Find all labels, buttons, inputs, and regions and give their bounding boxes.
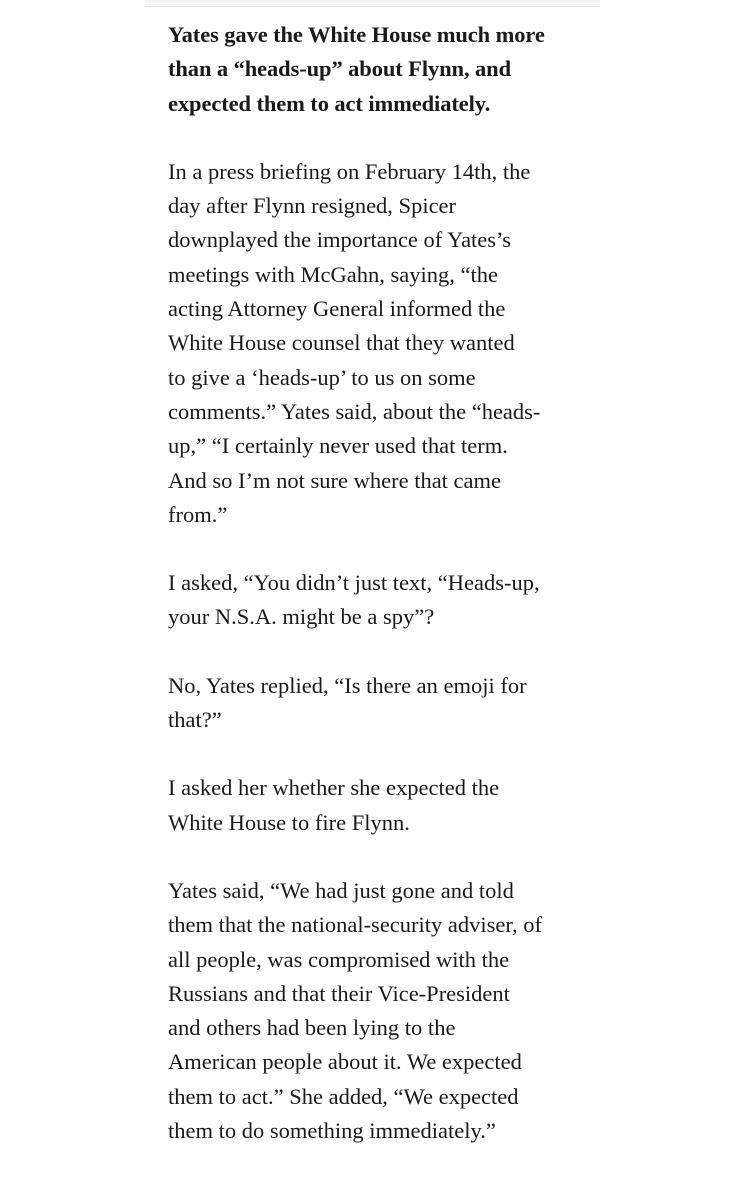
text-line: to give a ‘heads-up’ to us on some bbox=[168, 364, 476, 390]
text-line: day after Flynn resigned, Spicer bbox=[168, 193, 457, 219]
top-divider bbox=[145, 0, 600, 7]
headline-line: than a “heads-up” about Flynn, and bbox=[168, 56, 511, 82]
text-line: them to act.” She added, “We expected bbox=[168, 1083, 519, 1109]
text-line: Russians and that their Vice-President bbox=[168, 980, 510, 1006]
text-line: them to do something immediately.” bbox=[168, 1118, 496, 1144]
text-line: And so I’m not sure where that came bbox=[168, 467, 502, 493]
text-line: White House counsel that they wanted bbox=[168, 330, 515, 356]
text-line: American people about it. We expected bbox=[168, 1049, 522, 1075]
text-line: comments.” Yates said, about the “heads- bbox=[168, 398, 541, 424]
text-line: In a press briefing on February 14th, the bbox=[168, 158, 531, 184]
paragraph-emoji-reply bbox=[168, 669, 588, 738]
headline-line: expected them to act immediately. bbox=[168, 90, 491, 116]
text-line: your N.S.A. might be a spy”? bbox=[168, 604, 435, 630]
text-line: them that the national-security adviser, of bbox=[168, 912, 542, 938]
headline-line: Yates gave the White House much more bbox=[168, 22, 545, 47]
text-line: downplayed the importance of Yates’s bbox=[168, 227, 512, 253]
paragraph-yates-answer bbox=[168, 874, 588, 1148]
paragraph-press-briefing bbox=[168, 155, 588, 532]
text-line: meetings with McGahn, saying, “the bbox=[168, 261, 498, 287]
text-line: that?” bbox=[168, 707, 222, 733]
text-line: I asked, “You didn’t just text, “Heads-up, bbox=[168, 570, 540, 596]
article-body bbox=[168, 18, 588, 1148]
text-line: up,” “I certainly never used that term. bbox=[168, 433, 508, 459]
paragraph-fire-flynn-question bbox=[168, 771, 588, 840]
text-line: all people, was compromised with the bbox=[168, 946, 510, 972]
text-line: acting Attorney General informed the bbox=[168, 296, 506, 322]
text-line: White House to fire Flynn. bbox=[168, 809, 410, 835]
paragraph-heads-up-question bbox=[168, 566, 588, 635]
text-line: No, Yates replied, “Is there an emoji for bbox=[168, 672, 527, 698]
article-headline bbox=[168, 18, 588, 121]
text-line: I asked her whether she expected the bbox=[168, 775, 500, 801]
text-line: Yates said, “We had just gone and told bbox=[168, 877, 514, 903]
text-line: from.” bbox=[168, 501, 228, 527]
text-line: and others had been lying to the bbox=[168, 1015, 456, 1041]
